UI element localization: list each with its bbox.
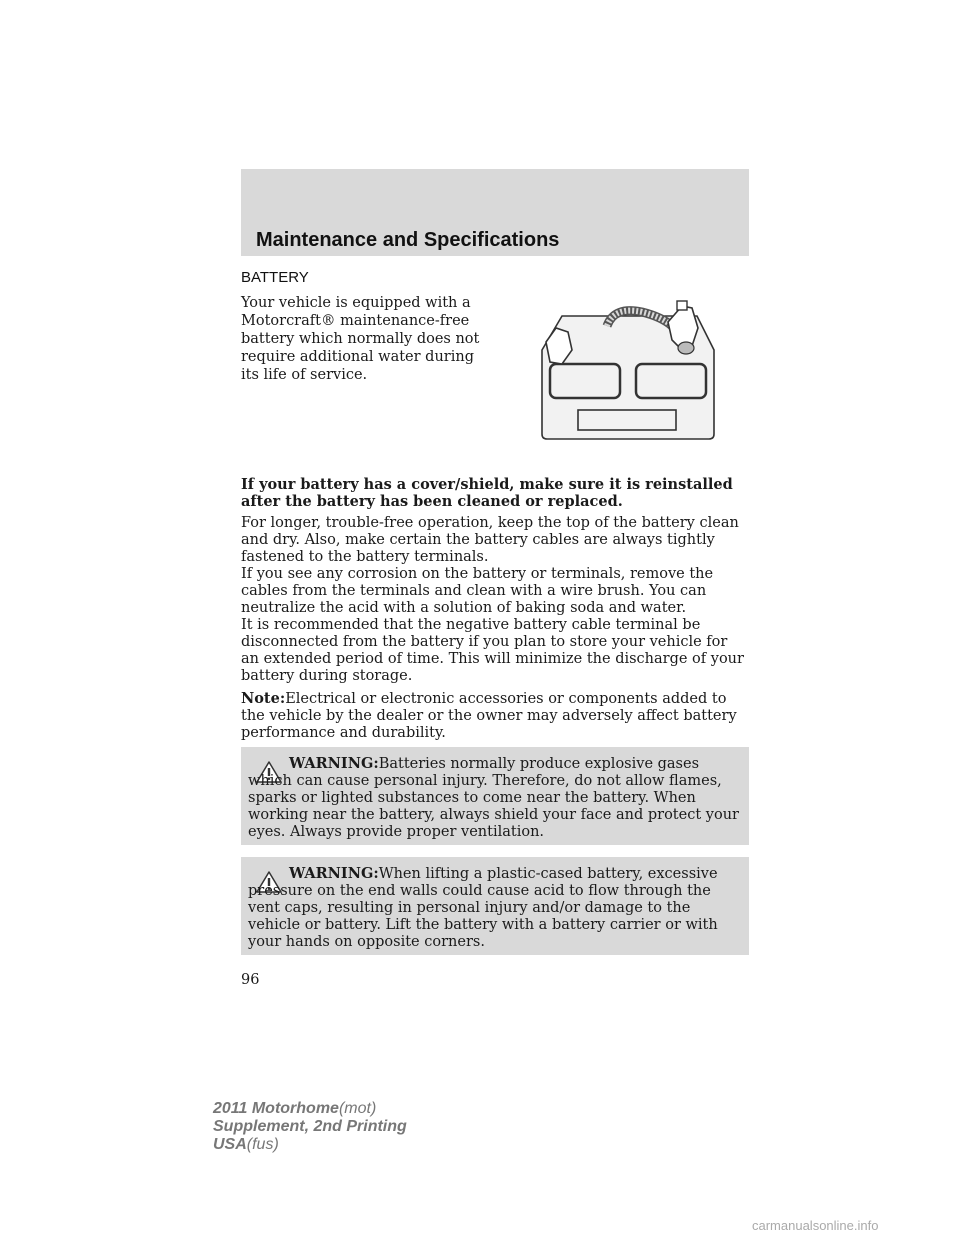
note-text: Electrical or electronic accessories or components added to the vehicle by the dealer or the owner may adversely affect battery performance and durability. bbox=[241, 691, 737, 741]
note-label: Note: bbox=[241, 690, 286, 707]
footer-edition: Supplement, 2nd Printing bbox=[213, 1118, 407, 1135]
footer-region: USA bbox=[213, 1136, 247, 1153]
footer-code: (mot) bbox=[338, 1100, 377, 1117]
footer-title: 2011 Motorhome bbox=[213, 1100, 339, 1117]
warning-text bbox=[248, 755, 740, 841]
intro-paragraph: Your vehicle is equipped with a Motorcraft® maintenance-free battery which normally does not require additional water during its life of service. bbox=[241, 295, 480, 383]
watermark: carmanualsonline.info bbox=[752, 1218, 879, 1233]
document-footer bbox=[213, 1100, 407, 1154]
warning-label: WARNING: bbox=[289, 865, 379, 882]
storage-paragraph: It is recommended that the negative battery cable terminal be disconnected from the battery if you plan to store your vehicle for an extended period of time. This will minimize the discharge of your battery during storage. bbox=[241, 617, 744, 684]
warning-label: WARNING: bbox=[289, 755, 379, 772]
section-heading: BATTERY bbox=[241, 269, 309, 286]
corrosion-paragraph: If you see any corrosion on the battery or terminals, remove the cables from the terminals and clean with a wire brush. You can neutralize the acid with a solution of baking soda and water. bbox=[241, 566, 714, 616]
battery-illustration bbox=[532, 292, 720, 444]
clean-dry-paragraph: For longer, trouble-free operation, keep the top of the battery clean and dry. Also, make certain the battery cables are always tightly fastened to the battery terminals. bbox=[241, 515, 739, 565]
warning-text bbox=[248, 865, 740, 951]
warning-box-lifting-battery bbox=[241, 857, 749, 955]
warning-box-explosive-gases bbox=[241, 747, 749, 845]
footer-region-code: (fus) bbox=[246, 1136, 279, 1153]
note-paragraph bbox=[241, 690, 749, 742]
chapter-title: Maintenance and Specifications bbox=[256, 229, 560, 251]
page-number: 96 bbox=[241, 972, 260, 988]
warning-body: Batteries normally produce explosive gases which can cause personal injury. Therefore, do not allow flames, sparks or lighted substances to come near the battery. When working near the battery, always shield your face and protect your eyes. Always provide proper ventilation. bbox=[248, 756, 739, 840]
cover-shield-notice: If your battery has a cover/shield, make sure it is reinstalled after the battery has been cleaned or replaced. bbox=[241, 476, 733, 510]
warning-body: When lifting a plastic-cased battery, excessive pressure on the end walls could cause acid to flow through the vent caps, resulting in personal injury and/or damage to the vehicle or battery. Lift the battery with a battery carrier or with your hands on opposite corners. bbox=[248, 866, 718, 950]
